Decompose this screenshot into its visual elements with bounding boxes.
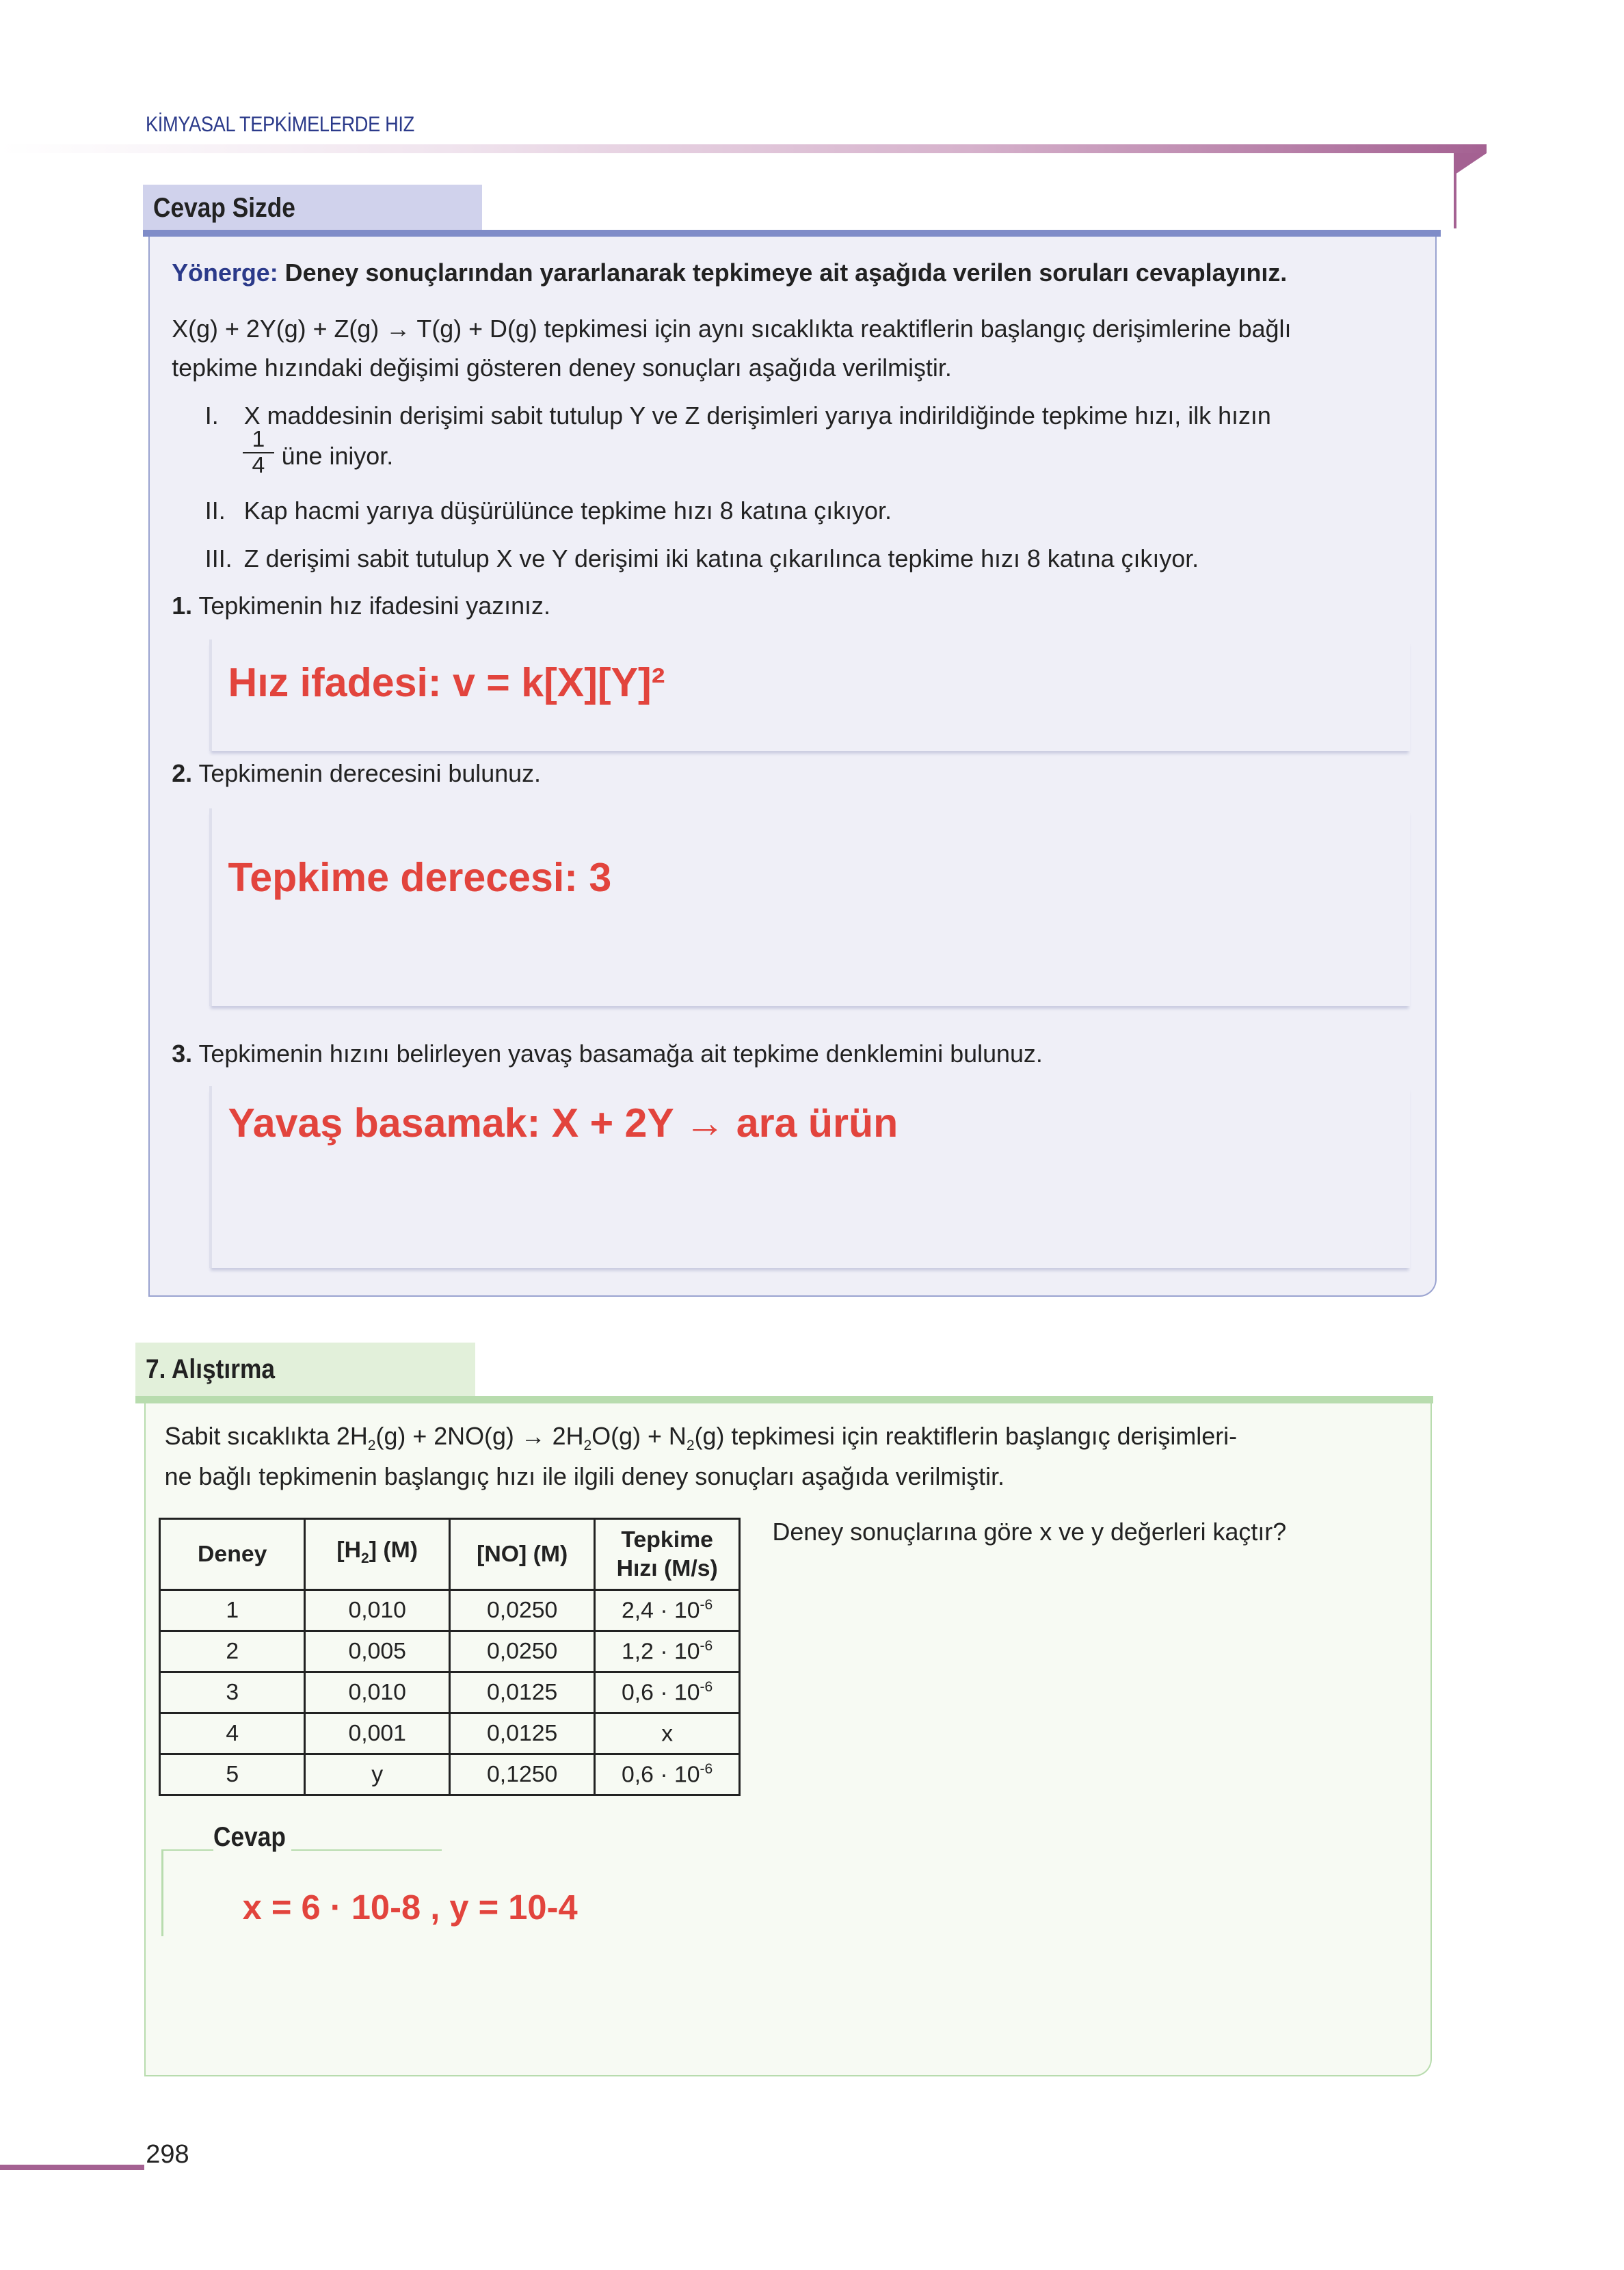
experiment-table (159, 1518, 741, 1796)
table-cell: y (305, 1754, 450, 1795)
intro-line: tepkime hızındaki değişimi gösteren deney sonuçları aşağıda verilmiştir. (172, 354, 952, 382)
question-number: 1. (172, 592, 193, 620)
col-no: [NO] (M) (450, 1518, 595, 1589)
table-header-row (160, 1518, 740, 1589)
section-title: Cevap Sizde (152, 193, 295, 224)
question-text: Tepkimenin hız ifadesini yazınız. (192, 592, 550, 620)
table-cell: $0,6 \cdot 10^{-6}$ (595, 1754, 740, 1795)
fraction (243, 427, 274, 478)
instruction (172, 257, 1287, 289)
col-rate: Tepkime Hızı (M/s) (595, 1518, 740, 1589)
exercise-intro: Sabit sıcaklıkta $2H_2(g) + 2NO(g) \to 2H_2O(g) + N_2(g)$ tepkimesi için reaktiflerin başlangıç derişimleri- (164, 1423, 1238, 1454)
table-row (160, 1672, 740, 1713)
table-row (160, 1631, 740, 1672)
table-row (160, 1713, 740, 1754)
answer-label: Cevap (213, 1822, 287, 1853)
answer-3: Yavaş basamak: X + 2Y → ara ürün (228, 1099, 898, 1146)
table-row (160, 1590, 740, 1631)
answer-frame-line (161, 1849, 163, 1936)
section-divider (135, 1396, 1433, 1403)
table-cell: 0,0125 (450, 1672, 595, 1713)
table-cell: 0,005 (305, 1631, 450, 1672)
question-number: 3. (172, 1040, 193, 1068)
alistirma-tab (135, 1343, 475, 1396)
section-divider (143, 230, 1441, 237)
question-text: Tepkimenin hızını belirleyen yavaş basamağa ait tepkime denklemini bulunuz. (192, 1040, 1043, 1068)
question-number: 2. (172, 760, 193, 788)
exercise-question: Deney sonuçlarına göre x ve y değerleri kaçtır? (772, 1518, 1287, 1546)
table-cell: $1,2 \cdot 10^{-6}$ (595, 1631, 740, 1672)
item-text: Kap hacmi yarıya düşürülünce tepkime hızı 8 katına çıkıyor. (243, 497, 892, 525)
item-text: Z derişimi sabit tutulup X ve Y derişimi iki katına çıkarılınca tepkime hızı 8 katına çıkıyor. (243, 544, 1199, 572)
question-2 (172, 758, 541, 789)
header-gradient-bar (0, 144, 1487, 153)
item-text: X maddesinin derişimi sabit tutulup Y ve Z derişimleri yarıya indirildiğinde tepkime hızı, ilk hızın (243, 401, 1271, 430)
table-cell: x (595, 1713, 740, 1754)
question-3 (172, 1038, 1043, 1070)
item-text: üne iniyor. (281, 442, 394, 470)
item-number: II. (204, 497, 226, 525)
cevap-sizde-tab (143, 185, 482, 229)
section-title: 7. Alıştırma (146, 1354, 276, 1385)
header-vertical-line (1454, 153, 1456, 228)
table-cell: $2,4 \cdot 10^{-6}$ (595, 1590, 740, 1631)
footer-bar (0, 2165, 144, 2170)
table-cell: 4 (160, 1713, 305, 1754)
table-cell: 0,0125 (450, 1713, 595, 1754)
answer-frame-line (161, 1849, 213, 1851)
instruction-text: Deney sonuçlarından yararlanarak tepkimeye ait aşağıda verilen soruları cevaplayınız. (278, 259, 1288, 287)
table-row (160, 1754, 740, 1795)
table-cell: 0,001 (305, 1713, 450, 1754)
answer-2: Tepkime derecesi: 3 (228, 854, 612, 900)
table-cell: 2 (160, 1631, 305, 1672)
fraction-numerator: 1 (252, 425, 265, 452)
table-cell: 0,1250 (450, 1754, 595, 1795)
item-number: I. (204, 401, 219, 430)
question-1 (172, 590, 550, 622)
answer-1: Hız ifadesi: v = k[X][Y]² (228, 659, 665, 705)
table-cell: 0,010 (305, 1590, 450, 1631)
question-text: Tepkimenin derecesini bulunuz. (192, 760, 542, 788)
answer-frame-line (291, 1849, 442, 1851)
fraction-denominator: 4 (243, 452, 274, 478)
table-cell: 5 (160, 1754, 305, 1795)
col-h2: $[H_2]$ (M) (305, 1518, 450, 1589)
intro-line: X(g) + 2Y(g) + Z(g) → T(g) + D(g) tepkimesi için aynı sıcaklıkta reaktiflerin başlangıç derişimlerine bağlı (172, 315, 1292, 343)
answer-box-2 (209, 808, 1410, 1006)
chapter-title: KİMYASAL TEPKİMELERDE HIZ (146, 111, 415, 136)
table-cell: 3 (160, 1672, 305, 1713)
col-deney: Deney (160, 1518, 305, 1589)
table-cell: 0,0250 (450, 1590, 595, 1631)
instruction-label: Yönerge: (172, 259, 278, 287)
table-cell: 1 (160, 1590, 305, 1631)
item-number: III. (204, 544, 232, 572)
header-corner-decoration (1455, 153, 1487, 174)
table-cell: 0,010 (305, 1672, 450, 1713)
table-cell: $0,6 \cdot 10^{-6}$ (595, 1672, 740, 1713)
exercise-intro-line2: ne bağlı tepkimenin başlangıç hızı ile ilgili deney sonuçları aşağıda verilmiştir. (164, 1463, 1005, 1491)
page-number: 298 (146, 2139, 189, 2169)
exercise-answer: x = 6 · 10-8 , y = 10-4 (242, 1888, 578, 1927)
table-cell: 0,0250 (450, 1631, 595, 1672)
